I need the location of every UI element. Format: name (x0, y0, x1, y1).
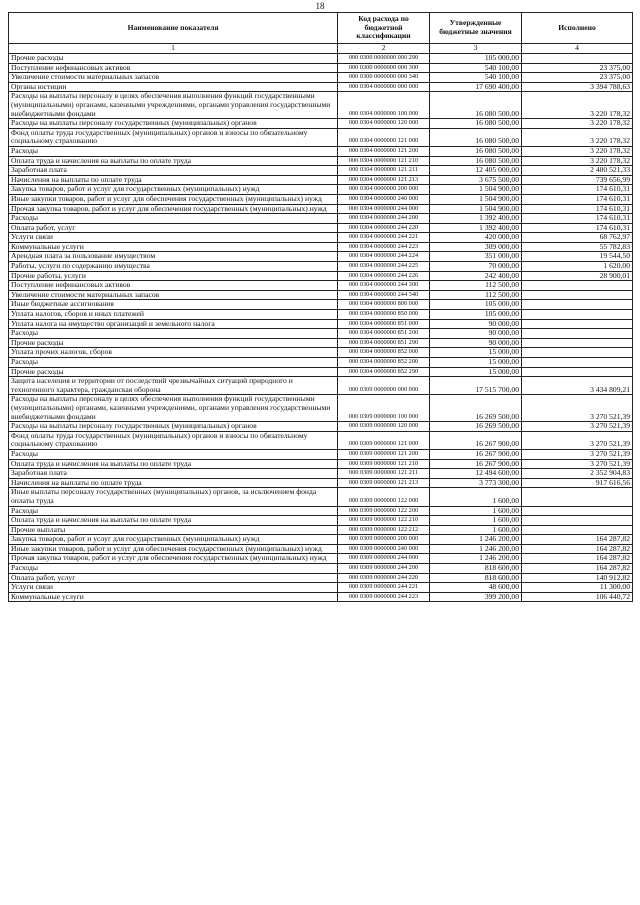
row-done: 3 270 521,39 (522, 395, 633, 422)
table-row (9, 194, 633, 204)
row-done: 3 270 521,39 (522, 459, 633, 469)
row-done (522, 54, 633, 64)
row-code: 000 0304 0000000 851 000 (338, 319, 430, 329)
row-code: 000 0309 0000000 122 210 (338, 516, 430, 526)
row-code: 000 0304 0000000 244 340 (338, 290, 430, 300)
row-done: 23 375,00 (522, 63, 633, 73)
row-approved: 3 773 300,00 (430, 478, 522, 488)
row-approved: 1 504 900,00 (430, 185, 522, 195)
row-done: 3 270 521,39 (522, 422, 633, 432)
table-row (9, 281, 633, 291)
table-row (9, 535, 633, 545)
row-code: 000 0309 0000000 121 211 (338, 469, 430, 479)
row-name: Начисления на выплаты по оплате труда (9, 175, 338, 185)
row-approved: 1 600,00 (430, 516, 522, 526)
table-row (9, 300, 633, 310)
row-done (522, 338, 633, 348)
table-row (9, 554, 633, 564)
row-approved: 70 000,00 (430, 262, 522, 272)
row-name: Заработная плата (9, 469, 338, 479)
table-row (9, 271, 633, 281)
row-code: 000 0304 0000000 240 000 (338, 194, 430, 204)
table-row (9, 63, 633, 73)
row-code: 000 0304 0000000 851 290 (338, 338, 430, 348)
row-code: 000 0304 0000000 244 226 (338, 271, 430, 281)
row-name: Услуги связи (9, 583, 338, 593)
row-approved: 16 080 500,00 (430, 119, 522, 129)
row-approved: 12 494 600,00 (430, 469, 522, 479)
row-name: Расходы на выплаты персоналу государственных (муниципальных) органов (9, 422, 338, 432)
row-done: 174 610,31 (522, 194, 633, 204)
row-code: 000 0300 0000000 000 290 (338, 54, 430, 64)
row-name: Защита населения и территории от последствий чрезвычайных ситуаций природного и техногенного характера, гражданская оборона (9, 377, 338, 395)
row-name: Иные закупки товаров, работ и услуг для обеспечения государственных (муниципальных) нужд (9, 194, 338, 204)
row-approved: 1 392 400,00 (430, 214, 522, 224)
row-code: 000 0309 0000000 244 000 (338, 554, 430, 564)
row-code: 000 0304 0000000 800 000 (338, 300, 430, 310)
row-approved: 16 267 900,00 (430, 449, 522, 459)
table-row (9, 262, 633, 272)
row-done: 3 270 521,39 (522, 449, 633, 459)
row-done: 174 610,31 (522, 204, 633, 214)
row-name: Оплата труда и начисления на выплаты по оплате труда (9, 156, 338, 166)
row-done (522, 329, 633, 339)
table-row (9, 242, 633, 252)
row-approved: 105 000,00 (430, 54, 522, 64)
row-code: 000 0304 0000000 121 211 (338, 166, 430, 176)
row-done: 164 287,82 (522, 554, 633, 564)
row-done: 3 220 178,32 (522, 128, 633, 146)
table-row (9, 488, 633, 506)
row-name: Увеличение стоимости материальных запасов (9, 73, 338, 83)
row-name: Коммунальные услуги (9, 592, 338, 602)
table-row (9, 573, 633, 583)
row-done: 174 610,31 (522, 185, 633, 195)
row-name: Расходы (9, 506, 338, 516)
row-name: Прочая закупка товаров, работ и услуг для обеспечения государственных (муниципальных) нужд (9, 204, 338, 214)
row-code: 000 0309 0000000 120 000 (338, 422, 430, 432)
row-code: 000 0309 0000000 121 000 (338, 431, 430, 449)
row-approved: 1 392 400,00 (430, 223, 522, 233)
row-approved: 309 000,00 (430, 242, 522, 252)
table-row (9, 290, 633, 300)
row-done: 917 616,56 (522, 478, 633, 488)
table-row (9, 564, 633, 574)
row-code: 000 0304 0000000 851 200 (338, 329, 430, 339)
table-row (9, 431, 633, 449)
column-index-row (9, 44, 633, 54)
table-header-row (9, 13, 633, 44)
row-approved: 1 600,00 (430, 525, 522, 535)
row-name: Прочие расходы (9, 54, 338, 64)
row-name: Оплата работ, услуг (9, 573, 338, 583)
row-name: Поступление нефинансовых активов (9, 281, 338, 291)
row-approved: 48 600,00 (430, 583, 522, 593)
row-done: 23 375,00 (522, 73, 633, 83)
row-code: 000 0304 0000000 121 210 (338, 156, 430, 166)
column-index: 3 (430, 44, 522, 54)
table-row (9, 146, 633, 156)
row-approved: 242 400,00 (430, 271, 522, 281)
row-name: Расходы (9, 329, 338, 339)
table-row (9, 156, 633, 166)
row-done: 140 912,82 (522, 573, 633, 583)
table-row (9, 449, 633, 459)
row-code: 000 0304 0000000 850 000 (338, 310, 430, 320)
row-approved: 16 080 500,00 (430, 92, 522, 119)
row-code: 000 0304 0000000 000 000 (338, 82, 430, 92)
row-code: 000 0309 0000000 244 200 (338, 564, 430, 574)
row-approved: 105 000,00 (430, 310, 522, 320)
row-code: 000 0309 0000000 121 210 (338, 459, 430, 469)
row-done (522, 516, 633, 526)
table-row (9, 329, 633, 339)
row-name: Расходы (9, 358, 338, 368)
row-approved: 90 000,00 (430, 329, 522, 339)
header-done: Исполнено (522, 13, 633, 44)
row-name: Работы, услуги по содержанию имущества (9, 262, 338, 272)
row-approved: 16 267 900,00 (430, 431, 522, 449)
row-code: 000 0304 0000000 244 224 (338, 252, 430, 262)
row-code: 000 0304 0000000 121 213 (338, 175, 430, 185)
row-done: 28 900,01 (522, 271, 633, 281)
column-index: 2 (338, 44, 430, 54)
row-code: 000 0309 0000000 122 200 (338, 506, 430, 516)
row-done: 68 762,97 (522, 233, 633, 243)
table-row (9, 525, 633, 535)
row-code: 000 0304 0000000 244 200 (338, 214, 430, 224)
row-code: 000 0304 0000000 852 000 (338, 348, 430, 358)
table-row (9, 516, 633, 526)
table-row (9, 82, 633, 92)
row-done (522, 290, 633, 300)
row-code: 000 0309 0000000 244 221 (338, 583, 430, 593)
row-done (522, 310, 633, 320)
row-approved: 16 080 500,00 (430, 128, 522, 146)
row-approved: 16 269 500,00 (430, 395, 522, 422)
row-done: 164 287,82 (522, 564, 633, 574)
row-approved: 90 000,00 (430, 338, 522, 348)
row-done (522, 525, 633, 535)
row-done: 106 440,72 (522, 592, 633, 602)
row-name: Уплата прочих налогов, сборов (9, 348, 338, 358)
row-approved: 12 405 000,00 (430, 166, 522, 176)
table-row (9, 233, 633, 243)
table-row (9, 422, 633, 432)
row-done: 164 287,82 (522, 535, 633, 545)
row-name: Фонд оплаты труда государственных (муниципальных) органов и взносы по обязательному социальному страхованию (9, 128, 338, 146)
row-name: Расходы (9, 564, 338, 574)
row-code: 000 0309 0000000 244 223 (338, 592, 430, 602)
row-done: 739 656,99 (522, 175, 633, 185)
row-code: 000 0309 0000000 121 213 (338, 478, 430, 488)
row-name: Оплата труда и начисления на выплаты по оплате труда (9, 459, 338, 469)
table-row (9, 348, 633, 358)
row-approved: 351 000,00 (430, 252, 522, 262)
table-row (9, 544, 633, 554)
row-name: Расходы (9, 449, 338, 459)
table-row (9, 310, 633, 320)
table-row (9, 583, 633, 593)
row-approved: 16 080 500,00 (430, 146, 522, 156)
row-code: 000 0309 0000000 122 212 (338, 525, 430, 535)
row-approved: 1 504 900,00 (430, 194, 522, 204)
row-done: 55 782,83 (522, 242, 633, 252)
row-approved: 17 690 400,00 (430, 82, 522, 92)
row-code: 000 0309 0000000 122 000 (338, 488, 430, 506)
row-name: Прочие расходы (9, 338, 338, 348)
row-approved: 540 100,00 (430, 73, 522, 83)
table-row (9, 358, 633, 368)
row-name: Арендная плата за пользование имуществом (9, 252, 338, 262)
page-number: 18 (315, 1, 325, 11)
row-code: 000 0309 0000000 244 220 (338, 573, 430, 583)
row-name: Иные закупки товаров, работ и услуг для обеспечения государственных (муниципальных) нужд (9, 544, 338, 554)
row-code: 000 0309 0000000 000 000 (338, 377, 430, 395)
row-name: Поступление нефинансовых активов (9, 63, 338, 73)
column-index: 1 (9, 44, 338, 54)
table-row (9, 395, 633, 422)
table-row (9, 119, 633, 129)
row-done: 164 287,82 (522, 544, 633, 554)
row-done: 1 620,00 (522, 262, 633, 272)
row-code: 000 0304 0000000 200 000 (338, 185, 430, 195)
table-row (9, 252, 633, 262)
row-done: 3 394 788,63 (522, 82, 633, 92)
row-name: Уплата налогов, сборов и иных платежей (9, 310, 338, 320)
row-approved: 399 200,00 (430, 592, 522, 602)
row-code: 000 0304 0000000 120 000 (338, 119, 430, 129)
row-code: 000 0309 0000000 100 000 (338, 395, 430, 422)
row-approved: 15 000,00 (430, 348, 522, 358)
row-done (522, 367, 633, 377)
table-row (9, 73, 633, 83)
row-code: 000 0304 0000000 852 200 (338, 358, 430, 368)
budget-table (8, 12, 633, 602)
row-name: Начисления на выплаты по оплате труда (9, 478, 338, 488)
row-code: 000 0304 0000000 244 000 (338, 204, 430, 214)
row-code: 000 0304 0000000 244 300 (338, 281, 430, 291)
table-row (9, 128, 633, 146)
column-index: 4 (522, 44, 633, 54)
table-row (9, 506, 633, 516)
row-approved: 15 000,00 (430, 367, 522, 377)
row-code: 000 0304 0000000 244 221 (338, 233, 430, 243)
row-done (522, 488, 633, 506)
row-done (522, 319, 633, 329)
row-approved: 15 000,00 (430, 358, 522, 368)
row-done (522, 358, 633, 368)
row-code: 000 0304 0000000 244 223 (338, 242, 430, 252)
row-done: 174 610,31 (522, 214, 633, 224)
row-done: 2 480 521,33 (522, 166, 633, 176)
table-row (9, 377, 633, 395)
row-approved: 1 600,00 (430, 488, 522, 506)
row-code: 000 0300 0000000 000 340 (338, 73, 430, 83)
row-code: 000 0309 0000000 240 000 (338, 544, 430, 554)
row-name: Услуги связи (9, 233, 338, 243)
row-approved: 1 246 200,00 (430, 535, 522, 545)
row-approved: 540 100,00 (430, 63, 522, 73)
row-code: 000 0304 0000000 852 290 (338, 367, 430, 377)
row-name: Оплата труда и начисления на выплаты по оплате труда (9, 516, 338, 526)
row-approved: 818 600,00 (430, 573, 522, 583)
table-row (9, 185, 633, 195)
row-done: 3 220 178,32 (522, 146, 633, 156)
row-approved: 112 500,00 (430, 290, 522, 300)
row-code: 000 0304 0000000 244 225 (338, 262, 430, 272)
row-code: 000 0304 0000000 121 200 (338, 146, 430, 156)
row-code: 000 0304 0000000 100 000 (338, 92, 430, 119)
table-row (9, 223, 633, 233)
row-name: Прочие работы, услуги (9, 271, 338, 281)
table-row (9, 592, 633, 602)
row-name: Оплата работ, услуг (9, 223, 338, 233)
row-done: 19 544,50 (522, 252, 633, 262)
row-approved: 420 000,00 (430, 233, 522, 243)
row-code: 000 0304 0000000 244 220 (338, 223, 430, 233)
header-name: Наименование показателя (9, 13, 338, 44)
row-done (522, 300, 633, 310)
row-code: 000 0300 0000000 000 300 (338, 63, 430, 73)
row-name: Закупка товаров, работ и услуг для государственных (муниципальных) нужд (9, 185, 338, 195)
row-done (522, 281, 633, 291)
row-approved: 818 600,00 (430, 564, 522, 574)
row-code: 000 0309 0000000 121 200 (338, 449, 430, 459)
row-done: 174 610,31 (522, 223, 633, 233)
row-approved: 16 080 500,00 (430, 156, 522, 166)
row-approved: 1 246 200,00 (430, 554, 522, 564)
header-code: Код расхода по бюджетной классификации (338, 13, 430, 44)
row-name: Закупка товаров, работ и услуг для государственных (муниципальных) нужд (9, 535, 338, 545)
row-approved: 3 675 500,00 (430, 175, 522, 185)
table-row (9, 214, 633, 224)
row-done: 3 434 809,21 (522, 377, 633, 395)
row-name: Фонд оплаты труда государственных (муниципальных) органов и взносы по обязательному социальному страхованию (9, 431, 338, 449)
row-done: 3 270 521,39 (522, 431, 633, 449)
header-approved: Утвержденные бюджетные значения (430, 13, 522, 44)
row-name: Заработная плата (9, 166, 338, 176)
row-name: Прочая закупка товаров, работ и услуг для обеспечения государственных (муниципальных) нужд (9, 554, 338, 564)
row-name: Прочие расходы (9, 367, 338, 377)
row-approved: 1 246 200,00 (430, 544, 522, 554)
row-done: 11 300,00 (522, 583, 633, 593)
row-done: 2 352 904,83 (522, 469, 633, 479)
row-approved: 1 600,00 (430, 506, 522, 516)
row-approved: 16 269 500,00 (430, 422, 522, 432)
row-done (522, 348, 633, 358)
row-code: 000 0304 0000000 121 000 (338, 128, 430, 146)
row-name: Прочие выплаты (9, 525, 338, 535)
row-done: 3 220 178,32 (522, 119, 633, 129)
table-row (9, 338, 633, 348)
row-name: Иные выплаты персоналу государственных (муниципальных) органов, за исключением фонда оплаты труда (9, 488, 338, 506)
table-row (9, 469, 633, 479)
row-name: Органы юстиции (9, 82, 338, 92)
row-name: Расходы на выплаты персоналу в целях обеспечения выполнения функций государственными (муниципальными) органами, казенными учреждениями, органами управления государственными внебюджетными фондами (9, 395, 338, 422)
row-approved: 17 515 700,00 (430, 377, 522, 395)
row-code: 000 0309 0000000 200 000 (338, 535, 430, 545)
row-name: Расходы (9, 146, 338, 156)
row-name: Уплата налога на имущество организаций и земельного налога (9, 319, 338, 329)
row-name: Расходы (9, 214, 338, 224)
table-row (9, 367, 633, 377)
table-row (9, 204, 633, 214)
row-done: 3 220 178,32 (522, 156, 633, 166)
row-name: Расходы на выплаты персоналу в целях обеспечения выполнения функций государственными (муниципальными) органами, казенными учреждениями, органами управления государственными внебюджетными фондами (9, 92, 338, 119)
table-row (9, 166, 633, 176)
table-row (9, 175, 633, 185)
row-approved: 112 500,00 (430, 281, 522, 291)
table-row (9, 478, 633, 488)
row-name: Коммунальные услуги (9, 242, 338, 252)
row-approved: 90 000,00 (430, 319, 522, 329)
row-name: Иные бюджетные ассигнования (9, 300, 338, 310)
row-done: 3 220 178,32 (522, 92, 633, 119)
row-name: Расходы на выплаты персоналу государственных (муниципальных) органов (9, 119, 338, 129)
table-row (9, 459, 633, 469)
table-row (9, 319, 633, 329)
table-row (9, 92, 633, 119)
row-approved: 105 000,00 (430, 300, 522, 310)
row-done (522, 506, 633, 516)
row-approved: 16 267 900,00 (430, 459, 522, 469)
row-name: Увеличение стоимости материальных запасов (9, 290, 338, 300)
row-approved: 1 504 900,00 (430, 204, 522, 214)
table-row (9, 54, 633, 64)
